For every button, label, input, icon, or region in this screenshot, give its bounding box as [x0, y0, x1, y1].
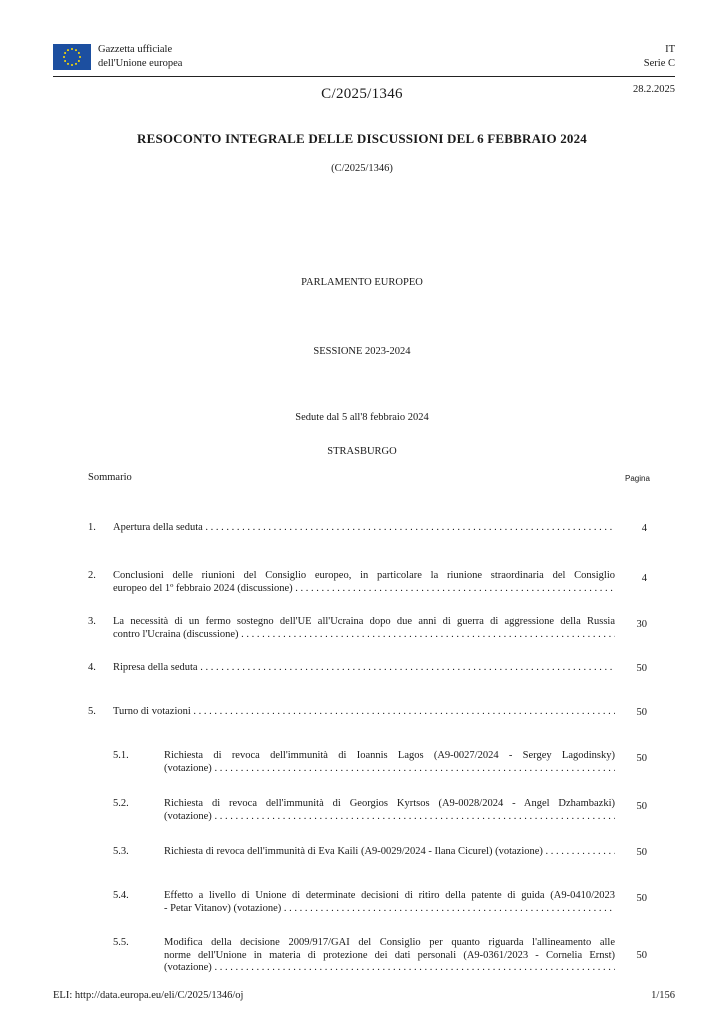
toc-entry-line: Conclusioni delle riunioni del Consiglio europeo, in particolare la riunione straordinaria del Consiglio	[113, 570, 615, 581]
toc-entry-line: (votazione) . . .	[164, 811, 615, 824]
toc-entry-title[interactable]	[164, 937, 615, 975]
publication-line-1: Gazzetta ufficiale	[98, 44, 173, 55]
toc-entry-line: La necessità di un fermo sostegno dell'UE all'Ucraina dopo due anni di guerra di aggressione della Russia	[113, 616, 615, 627]
toc-entry-number: 5.1.	[113, 750, 129, 761]
toc-entry-line: Richiesta di revoca dell'immunità di Georgios Kyrtsos (A9-0028/2024 - Angel Dzhambazki)	[164, 798, 615, 809]
toc-entry-number: 5.4.	[113, 890, 129, 901]
toc-entry-line: contro l'Ucraina (discussione) . . .	[113, 629, 615, 642]
toc-entry-page: 4	[641, 573, 647, 584]
place: STRASBURGO	[327, 446, 397, 457]
toc-entry-line: europeo del 1º febbraio 2024 (discussione) . . .	[113, 583, 615, 596]
document-reference: (C/2025/1346)	[331, 163, 393, 174]
toc-entry-line: Richiesta di revoca dell'immunità di Eva Kaili (A9-0029/2024 - Ilana Cicurel) (votazione) . . .	[164, 846, 615, 859]
page-column-heading: Pagina	[625, 474, 650, 483]
eli-link[interactable]: ELI: http://data.europa.eu/eli/C/2025/1346/oj	[53, 990, 244, 1001]
toc-entry-line: norme dell'Unione in materia di protezione dei dati personali (A9-0361/2023 - Cornelia Ernst)	[164, 949, 615, 961]
document-title: RESOCONTO INTEGRALE DELLE DISCUSSIONI DEL 6 FEBBRAIO 2024	[136, 131, 588, 146]
toc-entry-page: 50	[636, 950, 647, 961]
toc-entry-title[interactable]	[113, 616, 615, 641]
toc-entry-page: 50	[636, 893, 647, 904]
eu-flag-icon	[53, 44, 91, 70]
publication-name	[98, 43, 182, 71]
toc-entry-page: 30	[636, 619, 647, 630]
toc-entry-title[interactable]	[113, 570, 615, 595]
session: SESSIONE 2023-2024	[313, 346, 411, 357]
toc-entry-number: 4.	[88, 662, 96, 673]
toc-entry-title[interactable]	[164, 846, 615, 859]
toc-entry-line: (votazione) . . .	[164, 962, 615, 975]
toc-entry-page: 50	[636, 663, 647, 674]
toc-entry-title[interactable]	[113, 662, 615, 675]
header-meta	[644, 43, 675, 71]
toc-entry-title[interactable]	[164, 890, 615, 915]
toc-entry-number: 5.	[88, 706, 96, 717]
publication-line-2: dell'Unione europea	[98, 58, 183, 69]
summary-heading: Sommario	[88, 472, 132, 483]
toc-entry-page: 50	[636, 847, 647, 858]
institution: PARLAMENTO EUROPEO	[301, 277, 423, 288]
toc-entry-line: Turno di votazioni . . .	[113, 706, 615, 719]
toc-entry-page: 4	[641, 523, 647, 534]
header-divider	[53, 76, 675, 77]
toc-entry-page: 50	[636, 753, 647, 764]
toc-entry-number: 5.3.	[113, 846, 129, 857]
toc-entry-number: 3.	[88, 616, 96, 627]
publication-date: 28.2.2025	[633, 84, 675, 95]
toc-entry-number: 2.	[88, 570, 96, 581]
toc-entry-line: - Petar Vitanov) (votazione) . . .	[164, 903, 615, 916]
toc-entry-line: (votazione) . . .	[164, 763, 615, 776]
toc-entry-line: Modifica della decisione 2009/917/GAI del Consiglio per quanto riguarda l'allineamento alle	[164, 937, 615, 948]
language-code: IT	[665, 44, 675, 55]
toc-entry-line: Ripresa della seduta . . .	[113, 662, 615, 675]
toc-entry-page: 50	[636, 707, 647, 718]
toc-entry-line: Apertura della seduta . . .	[113, 522, 615, 535]
toc-entry-line: Effetto a livello di Unione di determinate decisioni di ritiro della patente di guida (A9-0410/2023	[164, 890, 615, 901]
toc-entry-number: 5.2.	[113, 798, 129, 809]
toc-entry-title[interactable]	[164, 750, 615, 775]
series-label: Serie C	[643, 58, 675, 69]
page-number: 1/156	[651, 990, 675, 1001]
document-id: C/2025/1346	[321, 86, 403, 102]
toc-entry-number: 1.	[88, 522, 96, 533]
sittings-dates: Sedute dal 5 all'8 febbraio 2024	[295, 412, 429, 423]
toc-entry-title[interactable]	[113, 706, 615, 719]
toc-entry-number: 5.5.	[113, 937, 129, 948]
toc-entry-page: 50	[636, 801, 647, 812]
toc-entry-title[interactable]	[113, 522, 615, 535]
toc-entry-title[interactable]	[164, 798, 615, 823]
toc-entry-line: Richiesta di revoca dell'immunità di Ioannis Lagos (A9-0027/2024 - Sergey Lagodinsky)	[164, 750, 615, 761]
